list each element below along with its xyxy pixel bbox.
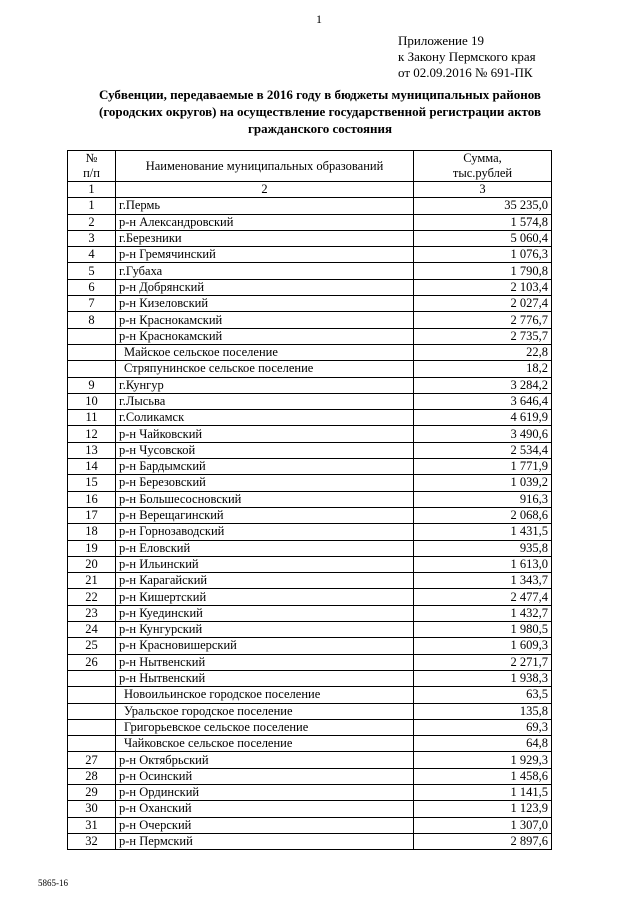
row-number: 27 xyxy=(68,752,116,768)
subvention-amount: 1 574,8 xyxy=(414,214,552,230)
municipality-name: Майское сельское поселение xyxy=(116,344,414,360)
table-row xyxy=(68,344,552,360)
subvention-amount: 3 646,4 xyxy=(414,393,552,409)
appendix-line: от 02.09.2016 № 691-ПК xyxy=(398,65,533,80)
row-number: 20 xyxy=(68,556,116,572)
row-number xyxy=(68,736,116,752)
subvention-amount: 5 060,4 xyxy=(414,230,552,246)
table-row xyxy=(68,654,552,670)
subvention-amount: 1 076,3 xyxy=(414,247,552,263)
row-number: 7 xyxy=(68,296,116,312)
page-number: 1 xyxy=(316,12,322,26)
row-number: 29 xyxy=(68,784,116,800)
row-number: 22 xyxy=(68,589,116,605)
table-row xyxy=(68,410,552,426)
table-row xyxy=(68,670,552,686)
municipality-name: р-н Пермский xyxy=(116,833,414,849)
row-number xyxy=(68,687,116,703)
table-row xyxy=(68,393,552,409)
title-line: Субвенции, передаваемые в 2016 году в бюджеты муниципальных районов xyxy=(99,87,541,102)
table-row xyxy=(68,638,552,654)
municipality-name: р-н Чусовской xyxy=(116,442,414,458)
document-code: 5865-16 xyxy=(38,878,68,888)
municipality-name: Новоильинское городское поселение xyxy=(116,687,414,703)
municipality-name: р-н Большесосновский xyxy=(116,491,414,507)
municipality-name: Стряпунинское сельское поселение xyxy=(116,361,414,377)
column-number: 2 xyxy=(116,182,414,198)
document-title xyxy=(70,86,570,137)
municipality-name: р-н Нытвенский xyxy=(116,670,414,686)
table-row xyxy=(68,817,552,833)
row-number: 18 xyxy=(68,524,116,540)
municipality-name: р-н Нытвенский xyxy=(116,654,414,670)
table-row xyxy=(68,736,552,752)
row-number: 32 xyxy=(68,833,116,849)
table-row xyxy=(68,752,552,768)
municipality-name: р-н Кунгурский xyxy=(116,622,414,638)
subvention-amount: 2 027,4 xyxy=(414,296,552,312)
row-number: 25 xyxy=(68,638,116,654)
row-number: 30 xyxy=(68,801,116,817)
subvention-amount: 3 490,6 xyxy=(414,426,552,442)
subvention-amount: 135,8 xyxy=(414,703,552,719)
municipality-name: р-н Краснокамский xyxy=(116,312,414,328)
row-number: 14 xyxy=(68,459,116,475)
table-row xyxy=(68,263,552,279)
subvention-amount: 1 790,8 xyxy=(414,263,552,279)
table-row xyxy=(68,589,552,605)
table-row xyxy=(68,230,552,246)
row-number: 19 xyxy=(68,540,116,556)
municipality-name: р-н Бардымский xyxy=(116,459,414,475)
municipality-name: р-н Октябрьский xyxy=(116,752,414,768)
municipality-name: г.Кунгур xyxy=(116,377,414,393)
municipality-name: р-н Березовский xyxy=(116,475,414,491)
row-number xyxy=(68,719,116,735)
subvention-amount: 2 776,7 xyxy=(414,312,552,328)
subvention-amount: 935,8 xyxy=(414,540,552,556)
municipality-name: р-н Очерский xyxy=(116,817,414,833)
municipality-name: р-н Краснокамский xyxy=(116,328,414,344)
subvention-amount: 69,3 xyxy=(414,719,552,735)
subvention-amount: 1 307,0 xyxy=(414,817,552,833)
table-row xyxy=(68,198,552,214)
municipality-name: р-н Еловский xyxy=(116,540,414,556)
header-number xyxy=(68,151,116,182)
subvention-amount: 1 431,5 xyxy=(414,524,552,540)
municipality-name: р-н Чайковский xyxy=(116,426,414,442)
table-row xyxy=(68,573,552,589)
table-row xyxy=(68,833,552,849)
table-row xyxy=(68,247,552,263)
table-row xyxy=(68,507,552,523)
row-number: 12 xyxy=(68,426,116,442)
title-line: (городских округов) на осуществление государственной регистрации актов xyxy=(99,104,541,119)
municipality-name: р-н Карагайский xyxy=(116,573,414,589)
title-line: гражданского состояния xyxy=(247,121,393,136)
table-row xyxy=(68,556,552,572)
row-number: 3 xyxy=(68,230,116,246)
subvention-amount: 35 235,0 xyxy=(414,198,552,214)
subvention-amount: 63,5 xyxy=(414,687,552,703)
header-sum xyxy=(414,151,552,182)
row-number: 10 xyxy=(68,393,116,409)
municipality-name: р-н Гремячинский xyxy=(116,247,414,263)
table-row xyxy=(68,296,552,312)
subvention-amount: 1 609,3 xyxy=(414,638,552,654)
subvention-amount: 2 897,6 xyxy=(414,833,552,849)
subvention-amount: 1 771,9 xyxy=(414,459,552,475)
subvention-amount: 1 039,2 xyxy=(414,475,552,491)
table-row xyxy=(68,426,552,442)
subvention-amount: 2 534,4 xyxy=(414,442,552,458)
municipality-name: р-н Добрянский xyxy=(116,279,414,295)
subvention-amount: 1 613,0 xyxy=(414,556,552,572)
municipality-name: Уральское городское поселение xyxy=(116,703,414,719)
table-row xyxy=(68,475,552,491)
table-row xyxy=(68,214,552,230)
table-row xyxy=(68,784,552,800)
table-row xyxy=(68,491,552,507)
table-row xyxy=(68,279,552,295)
municipality-name: р-н Оханский xyxy=(116,801,414,817)
row-number: 24 xyxy=(68,622,116,638)
subvention-amount: 2 477,4 xyxy=(414,589,552,605)
row-number: 15 xyxy=(68,475,116,491)
subvention-amount: 2 068,6 xyxy=(414,507,552,523)
row-number: 11 xyxy=(68,410,116,426)
row-number: 21 xyxy=(68,573,116,589)
table-row xyxy=(68,377,552,393)
municipality-name: г.Пермь xyxy=(116,198,414,214)
subvention-amount: 1 432,7 xyxy=(414,605,552,621)
subventions-table xyxy=(67,150,552,850)
row-number: 6 xyxy=(68,279,116,295)
subvention-amount: 1 929,3 xyxy=(414,752,552,768)
header-sum-line: Сумма, xyxy=(463,151,502,165)
header-sum-line: тыс.рублей xyxy=(452,166,513,180)
municipality-name: г.Лысьва xyxy=(116,393,414,409)
municipality-name: г.Губаха xyxy=(116,263,414,279)
table-row xyxy=(68,622,552,638)
table-header-row xyxy=(68,151,552,182)
municipality-name: р-н Александровский xyxy=(116,214,414,230)
table-row xyxy=(68,459,552,475)
table-row xyxy=(68,442,552,458)
row-number: 2 xyxy=(68,214,116,230)
row-number xyxy=(68,670,116,686)
row-number: 31 xyxy=(68,817,116,833)
subvention-amount: 1 980,5 xyxy=(414,622,552,638)
row-number xyxy=(68,344,116,360)
table-row xyxy=(68,719,552,735)
appendix-reference xyxy=(398,33,536,81)
table-row xyxy=(68,328,552,344)
column-numbers-row xyxy=(68,182,552,198)
subvention-amount: 2 735,7 xyxy=(414,328,552,344)
municipality-name: р-н Куединский xyxy=(116,605,414,621)
table-row xyxy=(68,703,552,719)
row-number: 23 xyxy=(68,605,116,621)
header-number-line: № xyxy=(85,151,98,165)
row-number: 1 xyxy=(68,198,116,214)
row-number: 8 xyxy=(68,312,116,328)
municipality-name: р-н Осинский xyxy=(116,768,414,784)
table-row xyxy=(68,605,552,621)
appendix-line: к Закону Пермского края xyxy=(398,49,536,64)
header-name: Наименование муниципальных образований xyxy=(116,151,414,182)
municipality-name: р-н Кишертский xyxy=(116,589,414,605)
row-number: 9 xyxy=(68,377,116,393)
row-number: 13 xyxy=(68,442,116,458)
subvention-amount: 1 141,5 xyxy=(414,784,552,800)
subvention-amount: 1 123,9 xyxy=(414,801,552,817)
municipality-name: р-н Горнозаводский xyxy=(116,524,414,540)
row-number: 4 xyxy=(68,247,116,263)
municipality-name: р-н Ординский xyxy=(116,784,414,800)
row-number xyxy=(68,703,116,719)
row-number: 17 xyxy=(68,507,116,523)
column-number: 1 xyxy=(68,182,116,198)
column-number: 3 xyxy=(414,182,552,198)
row-number: 5 xyxy=(68,263,116,279)
header-number-line: п/п xyxy=(83,166,100,180)
subvention-amount: 2 271,7 xyxy=(414,654,552,670)
row-number xyxy=(68,361,116,377)
table-body xyxy=(68,198,552,850)
row-number: 26 xyxy=(68,654,116,670)
table-row xyxy=(68,540,552,556)
municipality-name: г.Березники xyxy=(116,230,414,246)
municipality-name: Чайковское сельское поселение xyxy=(116,736,414,752)
subvention-amount: 18,2 xyxy=(414,361,552,377)
row-number: 16 xyxy=(68,491,116,507)
subvention-amount: 3 284,2 xyxy=(414,377,552,393)
subvention-amount: 2 103,4 xyxy=(414,279,552,295)
subvention-amount: 916,3 xyxy=(414,491,552,507)
table-row xyxy=(68,524,552,540)
municipality-name: Григорьевское сельское поселение xyxy=(116,719,414,735)
subvention-amount: 22,8 xyxy=(414,344,552,360)
subvention-amount: 1 938,3 xyxy=(414,670,552,686)
row-number: 28 xyxy=(68,768,116,784)
table-row xyxy=(68,312,552,328)
table-row xyxy=(68,801,552,817)
appendix-line: Приложение 19 xyxy=(398,33,485,48)
table-row xyxy=(68,687,552,703)
table-row xyxy=(68,768,552,784)
municipality-name: р-н Красновишерский xyxy=(116,638,414,654)
municipality-name: г.Соликамск xyxy=(116,410,414,426)
subvention-amount: 4 619,9 xyxy=(414,410,552,426)
municipality-name: р-н Кизеловский xyxy=(116,296,414,312)
subvention-amount: 1 458,6 xyxy=(414,768,552,784)
subvention-amount: 64,8 xyxy=(414,736,552,752)
municipality-name: р-н Верещагинский xyxy=(116,507,414,523)
municipality-name: р-н Ильинский xyxy=(116,556,414,572)
row-number xyxy=(68,328,116,344)
table-row xyxy=(68,361,552,377)
subvention-amount: 1 343,7 xyxy=(414,573,552,589)
